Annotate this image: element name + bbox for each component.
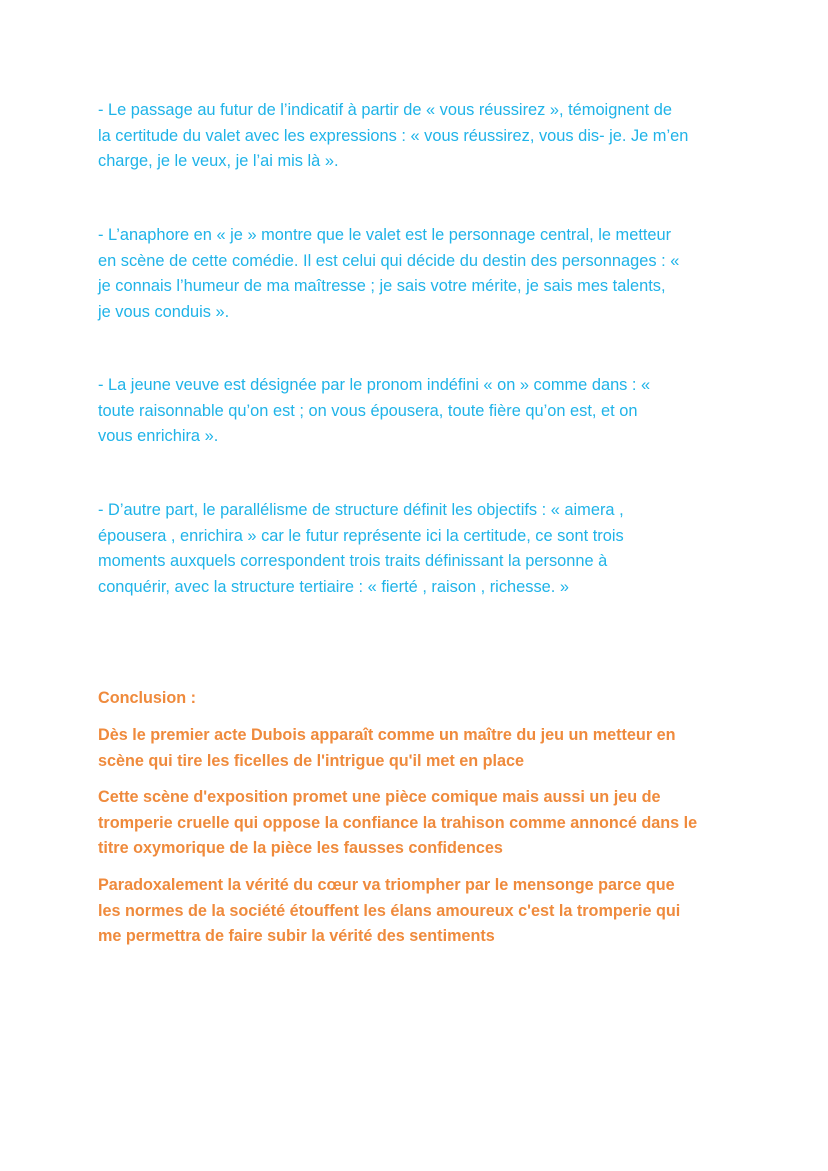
- conclusion-heading: [98, 686, 738, 712]
- text-line: scène qui tire les ficelles de l'intrigue qu'il met en place: [98, 751, 525, 770]
- conclusion-paragraph-exposition: [98, 785, 738, 862]
- conclusion-heading-text: Conclusion :: [98, 689, 197, 707]
- text-line: vous enrichira ».: [98, 427, 219, 445]
- text-line: tromperie cruelle qui oppose la confiance la trahison comme annoncé dans le: [98, 813, 698, 832]
- paragraph-parallelism: [98, 498, 738, 600]
- text-line: conquérir, avec la structure tertiaire : « fierté , raison , richesse. »: [98, 577, 569, 596]
- text-line: - D’autre part, le parallélisme de structure définit les objectifs : « aimera ,: [98, 501, 624, 519]
- text-line: titre oxymorique de la pièce les fausses confidences: [98, 839, 503, 857]
- text-line: je vous conduis ».: [98, 302, 230, 321]
- text-line: en scène de cette comédie. Il est celui qui décide du destin des personnages : «: [98, 251, 680, 270]
- text-line: je connais l’humeur de ma maîtresse ; je sais votre mérite, je sais mes talents,: [98, 277, 666, 295]
- conclusion-paragraph-paradox: [98, 873, 738, 950]
- paragraph-future-tense: [98, 98, 738, 175]
- text-line: Cette scène d'exposition promet une pièce comique mais aussi un jeu de: [98, 788, 661, 806]
- text-line: me permettra de faire subir la vérité des sentiments: [98, 927, 495, 945]
- paragraph-young-widow: [98, 373, 738, 450]
- conclusion-paragraph-master: [98, 723, 738, 774]
- paragraph-anaphora: [98, 223, 738, 325]
- text-line: épousera , enrichira » car le futur représente ici la certitude, ce sont trois: [98, 526, 624, 545]
- text-line: toute raisonnable qu’on est ; on vous épousera, toute fière qu’on est, et on: [98, 401, 638, 420]
- text-line: Dès le premier acte Dubois apparaît comme un maître du jeu un metteur en: [98, 726, 676, 744]
- text-line: - L’anaphore en « je » montre que le valet est le personnage central, le metteur: [98, 226, 672, 244]
- text-line: les normes de la société étouffent les élans amoureux c'est la tromperie qui: [98, 901, 681, 920]
- text-line: Paradoxalement la vérité du cœur va triompher par le mensonge parce que: [98, 876, 675, 894]
- text-line: - La jeune veuve est désignée par le pronom indéfini « on » comme dans : «: [98, 376, 651, 394]
- text-line: charge, je le veux, je l’ai mis là ».: [98, 152, 339, 170]
- text-line: - Le passage au futur de l’indicatif à partir de « vous réussirez », témoignent de: [98, 101, 673, 119]
- text-line: la certitude du valet avec les expressions : « vous réussirez, vous dis- je. Je m’en: [98, 126, 689, 145]
- text-line: moments auxquels correspondent trois traits définissant la personne à: [98, 552, 608, 570]
